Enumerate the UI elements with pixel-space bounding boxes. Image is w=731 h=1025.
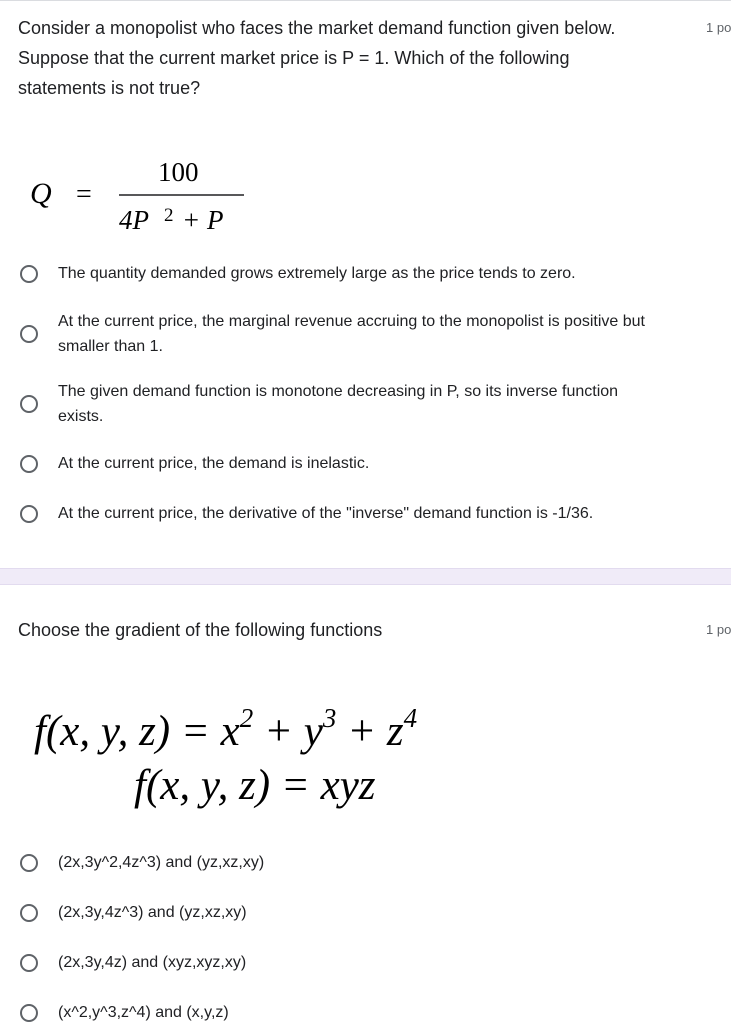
radio-button[interactable] bbox=[20, 904, 38, 922]
demand-formula bbox=[0, 151, 280, 241]
option-label: (2x,3y^2,4z^3) and (yz,xz,xy) bbox=[58, 854, 265, 871]
option-label: (2x,3y,4z) and (xyz,xyz,xy) bbox=[58, 954, 247, 971]
option-label: (2x,3y,4z^3) and (yz,xz,xy) bbox=[58, 904, 247, 921]
question-1-line-1: Consider a monopolist who faces the market demand function given below. bbox=[18, 18, 616, 38]
radio-button[interactable] bbox=[20, 395, 38, 413]
option-label-line-1: The given demand function is monotone decreasing in P, so its inverse function bbox=[58, 383, 619, 400]
option-label-line-1: At the current price, the marginal revenue accruing to the monopolist is positive but bbox=[58, 313, 645, 330]
formula-numerator: 100 bbox=[158, 157, 199, 187]
option-label: The quantity demanded grows extremely large as the price tends to zero. bbox=[58, 265, 576, 282]
formula-lhs: Q bbox=[30, 177, 52, 210]
radio-button[interactable] bbox=[20, 505, 38, 523]
radio-button[interactable] bbox=[20, 854, 38, 872]
question-2-points: 1 po bbox=[706, 622, 731, 637]
radio-button[interactable] bbox=[20, 325, 38, 343]
question-1-line-2: Suppose that the current market price is P = 1. Which of the following bbox=[18, 48, 570, 68]
formula-2: f(x, y, z) = xyz bbox=[134, 762, 376, 809]
radio-button[interactable] bbox=[20, 954, 38, 972]
option-label: At the current price, the derivative of the "inverse" demand function is -1/36. bbox=[58, 505, 594, 522]
formula-den-exp: 2 bbox=[164, 205, 174, 226]
formula-den-b: + P bbox=[182, 205, 224, 235]
radio-button[interactable] bbox=[20, 265, 38, 283]
gradient-formulas bbox=[0, 685, 640, 815]
formula-1: f(x, y, $z) = x^2 + y^3 + z^4$ bbox=[34, 703, 418, 755]
question-1-line-3: statements is not true? bbox=[18, 78, 201, 98]
question-card-2 bbox=[0, 585, 731, 1024]
radio-button[interactable] bbox=[20, 1004, 38, 1022]
formula-eq: = bbox=[76, 179, 92, 210]
formula-den-a: 4P bbox=[119, 205, 149, 235]
option-label: At the current price, the demand is inelastic. bbox=[58, 455, 370, 472]
section-divider bbox=[0, 568, 731, 585]
question-2-text: Choose the gradient of the following functions bbox=[18, 620, 383, 640]
option-label-line-2: exists. bbox=[58, 408, 104, 425]
radio-button[interactable] bbox=[20, 455, 38, 473]
question-1-points: 1 po bbox=[706, 20, 731, 35]
option-label-line-2: smaller than 1. bbox=[58, 338, 163, 355]
option-label: (x^2,y^3,z^4) and (x,y,z) bbox=[58, 1004, 229, 1021]
